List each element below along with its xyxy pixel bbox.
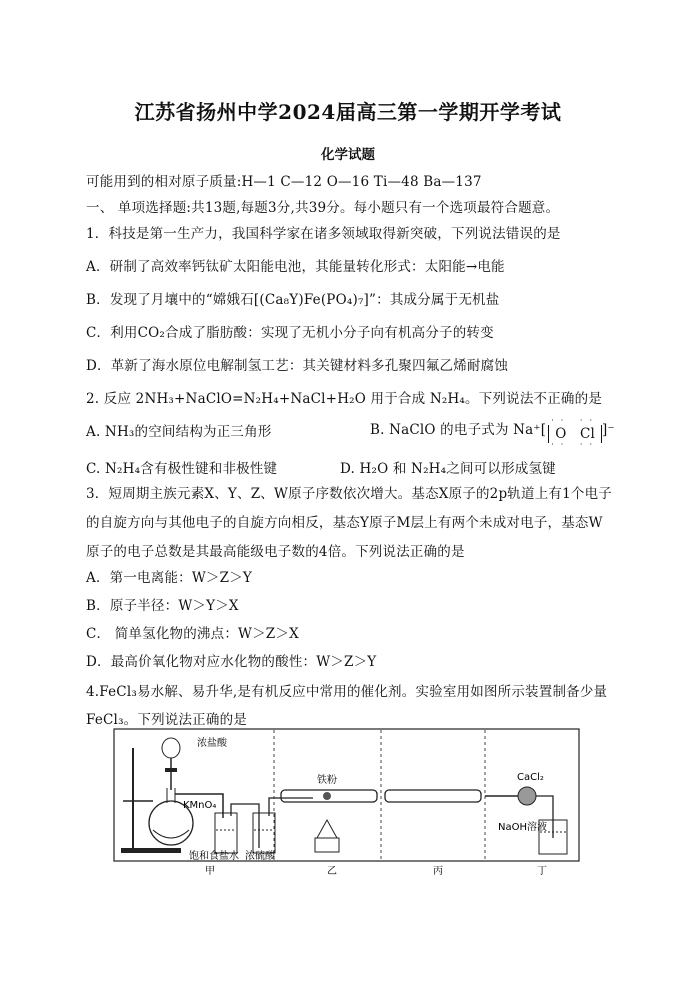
q3-option-b: B．原子半径：W＞Y＞X — [86, 598, 239, 614]
q1-option-b: B．发现了月壤中的“嫦娥石[(Ca₈Y)Fe(PO₄)₇]”：其成分属于无机盐 — [86, 292, 500, 308]
q4-stem-line2: FeCl₃。下列说法正确的是 — [86, 712, 247, 728]
label-naoh: NaOH溶液 — [498, 822, 547, 833]
label-ding: 丁 — [537, 866, 547, 876]
q2-option-b — [370, 416, 615, 449]
exam-subtitle: 化学试题 — [321, 147, 375, 163]
q3-stem-line2: 的自旋方向与其他电子的自旋方向相反，基态Y原子M层上有两个未成对电子，基态W — [86, 515, 603, 531]
label-sat-nacl: 饱和食盐水 — [189, 851, 239, 862]
q1-option-a: A．研制了高效率钙钛矿太阳能电池，其能量转化形式：太阳能→电能 — [86, 259, 505, 275]
lewis-structure: ·· ·· O Cl ·· ·· — [548, 425, 602, 443]
label-iron-powder: 铁粉 — [317, 775, 337, 786]
q2-option-d: D. H₂O 和 N₂H₄之间可以形成氢键 — [340, 461, 556, 477]
q3-option-d: D．最高价氧化物对应水化物的酸性：W＞Z＞Y — [86, 654, 377, 670]
label-bing: 丙 — [433, 866, 443, 876]
q3-stem-line3: 原子的电子总数是其最高能级电子数的4倍。下列说法正确的是 — [86, 544, 465, 560]
exam-title: 江苏省扬州中学2024届高三第一学期开学考试 — [134, 100, 562, 124]
label-jia: 甲 — [205, 866, 215, 876]
q2-b-suffix: ]⁻ — [602, 422, 615, 438]
q3-stem-line1: 3．短周期主族元素X、Y、Z、W原子序数依次增大。基态X原子的2p轨道上有1个电子 — [86, 486, 612, 502]
apparatus-diagram — [113, 728, 580, 876]
section-heading: 一、 单项选择题:共13题,每题3分,共39分。每小题只有一个选项最符合题意。 — [86, 200, 560, 216]
q1-option-c: C．利用CO₂合成了脂肪酸：实现了无机小分子向有机高分子的转变 — [86, 325, 494, 341]
atomic-masses: 可能用到的相对原子质量:H—1 C—12 O—16 Ti—48 Ba—137 — [86, 174, 482, 190]
lewis-chlorine: Cl — [579, 426, 596, 442]
label-kmno4: KMnO₄ — [183, 800, 217, 811]
label-cacl2: CaCl₂ — [517, 772, 544, 783]
q4-stem-line1: 4.FeCl₃易水解、易升华,是有机反应中常用的催化剂。实验室用如图所示装置制备少量 — [86, 684, 608, 700]
label-conc-h2so4: 浓硫酸 — [245, 851, 275, 862]
q2-option-c: C. N₂H₄含有极性键和非极性键 — [86, 461, 278, 477]
lewis-oxygen: O — [555, 426, 567, 442]
q2-option-a: A. NH₃的空间结构为正三角形 — [86, 424, 272, 440]
q2-stem: 2. 反应 2NH₃+NaClO=N₂H₄+NaCl+H₂O 用于合成 N₂H₄。下列说法不正确的是 — [86, 391, 603, 407]
q3-option-c: C． 简单氢化物的沸点：W＞Z＞X — [86, 626, 299, 642]
label-conc-hcl: 浓盐酸 — [197, 738, 227, 749]
q1-stem: 1．科技是第一生产力，我国科学家在诸多领域取得新突破，下列说法错误的是 — [86, 226, 561, 242]
q2-b-prefix: B. NaClO 的电子式为 Na⁺[ — [370, 422, 547, 438]
label-yi: 乙 — [327, 866, 337, 876]
q1-option-d: D．革新了海水原位电解制氢工艺：其关键材料多孔聚四氟乙烯耐腐蚀 — [86, 358, 509, 374]
q3-option-a: A．第一电离能：W＞Z＞Y — [86, 570, 253, 586]
